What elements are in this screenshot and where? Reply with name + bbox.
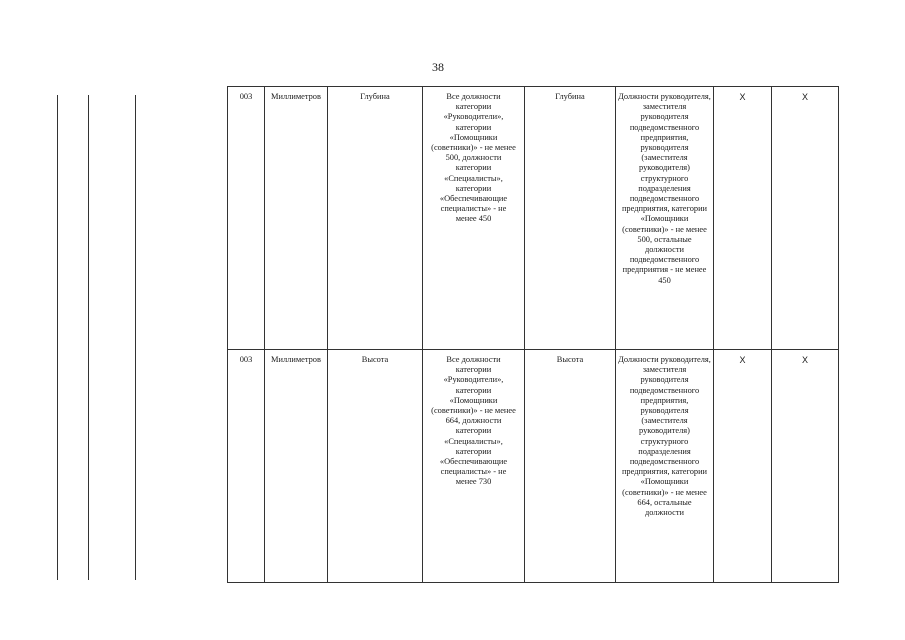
mark-cell: X: [772, 350, 839, 583]
unit-cell: Миллиметров: [265, 87, 328, 350]
code-cell: 003: [228, 350, 265, 583]
value-all-cell: [423, 350, 525, 583]
characteristic-cell: Высота: [328, 350, 423, 583]
mark-cell: X: [714, 350, 772, 583]
unit-cell: Миллиметров: [265, 350, 328, 583]
table-row: [228, 350, 839, 583]
code-cell: 003: [228, 87, 265, 350]
table-row: [228, 87, 839, 350]
specification-table: [227, 86, 839, 583]
left-margin-line: [57, 95, 58, 580]
value-enterprise-text: Должности руководителя, заместителя руководителя подведомственного предприятия, руководителя (заместителя руководителя) структурного подразделения подведомственного предприятия, категории «Помощники (советники)» - не менее 664, остальные должности: [618, 355, 711, 518]
characteristic2-cell: Высота: [525, 350, 616, 583]
characteristic2-cell: Глубина: [525, 87, 616, 350]
value-all-text: Все должности категории «Руководители», категории «Помощники (советники)» - не менее 500, должности категории «Специалисты», категории «Обеспечивающие специалисты» - не менее 450: [431, 92, 516, 224]
left-margin-line: [88, 95, 89, 580]
value-enterprise-cell: [616, 350, 714, 583]
value-all-text: Все должности категории «Руководители», категории «Помощники (советники)» - не менее 664, должности категории «Специалисты», категории «Обеспечивающие специалисты» - не менее 730: [431, 355, 516, 487]
mark-cell: X: [772, 87, 839, 350]
mark-cell: X: [714, 87, 772, 350]
value-enterprise-cell: [616, 87, 714, 350]
left-margin-line: [135, 95, 136, 580]
value-all-cell: [423, 87, 525, 350]
value-enterprise-text: Должности руководителя, заместителя руководителя подведомственного предприятия, руководителя (заместителя руководителя) структурного подразделения подведомственного предприятия, категории «Помощники (советники)» - не менее 500, остальные должности подведомственного предприятия - не менее 450: [618, 92, 711, 285]
page-number: 38: [432, 60, 444, 74]
characteristic-cell: Глубина: [328, 87, 423, 350]
